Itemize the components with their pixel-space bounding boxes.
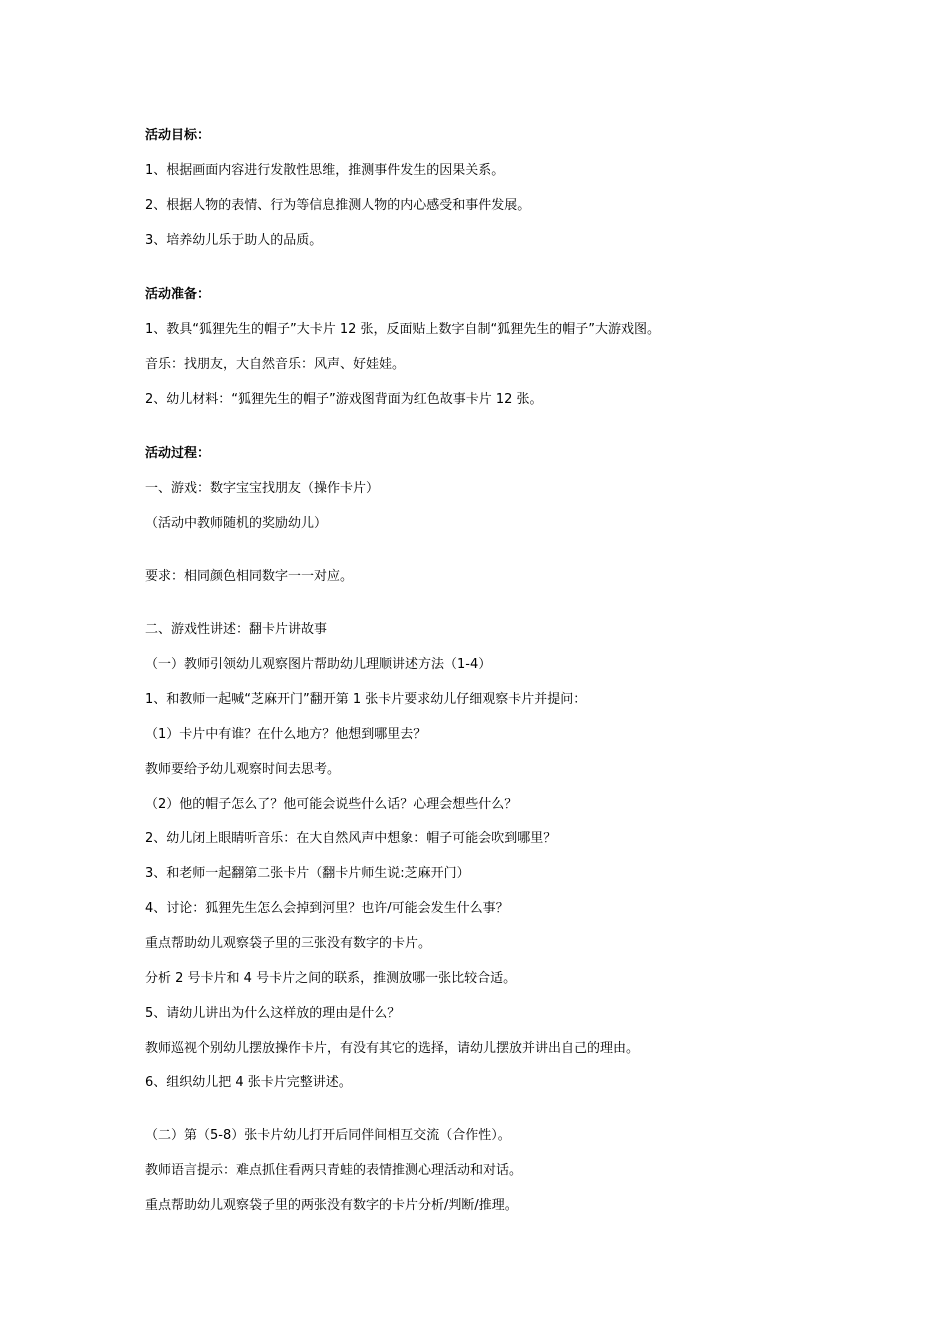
process-step-2: 2、幼儿闭上眼睛听音乐：在大自然风声中想象：帽子可能会吹到哪里？ [145,831,557,846]
goal-item-2: 2、根据人物的表情、行为等信息推测人物的内心感受和事件发展。 [145,198,531,213]
process-requirement: 要求：相同颜色相同数字一一对应。 [145,569,354,584]
section-heading-preparation: 活动准备： [145,287,211,302]
preparation-item-2: 2、幼儿材料：“狐狸先生的帽子”游戏图背面为红色故事卡片 12 张。 [145,392,543,407]
process-part-2: 二、游戏性讲述：翻卡片讲故事 [145,622,328,637]
section-heading-process: 活动过程： [145,446,211,461]
preparation-music: 音乐：找朋友，大自然音乐：风声、好娃娃。 [145,357,406,372]
process-step-6: 6、组织幼儿把 4 张卡片完整讲述。 [145,1075,352,1090]
process-step-5: 5、请幼儿讲出为什么这样放的理由是什么？ [145,1006,401,1021]
goal-item-3: 3、培养幼儿乐于助人的品质。 [145,233,323,248]
section-heading-goals: 活动目标： [145,128,211,143]
preparation-item-1: 1、教具“狐狸先生的帽子”大卡片 12 张，反面贴上数字自制“狐狸先生的帽子”大游戏图。 [145,322,661,337]
process-focus-1: 重点帮助幼儿观察袋子里的三张没有数字的卡片。 [145,936,432,951]
process-note: （活动中教师随机的奖励幼儿） [145,516,328,531]
process-subsection-1: （一）教师引领幼儿观察图片帮助幼儿理顺讲述方法（1-4） [145,657,492,672]
process-teacher-note-1: 教师要给予幼儿观察时间去思考。 [145,762,341,777]
process-teacher-note-2: 教师巡视个别幼儿摆放操作卡片，有没有其它的选择，请幼儿摆放并讲出自己的理由。 [145,1041,640,1056]
process-focus-2: 重点帮助幼儿观察袋子里的两张没有数字的卡片分析/判断/推理。 [145,1198,518,1213]
process-language-hint: 教师语言提示：难点抓住看两只青蛙的表情推测心理活动和对话。 [145,1163,523,1178]
process-question-2: （2）他的帽子怎么了？他可能会说些什么话？心理会想些什么？ [145,797,518,812]
process-analysis: 分析 2 号卡片和 4 号卡片之间的联系，推测放哪一张比较合适。 [145,971,517,986]
process-step-1: 1、和教师一起喊“芝麻开门”翻开第 1 张卡片要求幼儿仔细观察卡片并提问： [145,692,587,707]
process-step-3: 3、和老师一起翻第二张卡片（翻卡片师生说:芝麻开门） [145,866,470,881]
process-step-4: 4、讨论：狐狸先生怎么会掉到河里？也许/可能会发生什么事？ [145,901,509,916]
goal-item-1: 1、根据画面内容进行发散性思维，推测事件发生的因果关系。 [145,163,505,178]
process-question-1: （1）卡片中有谁？在什么地方？他想到哪里去？ [145,727,427,742]
process-subsection-2: （二）第（5-8）张卡片幼儿打开后同伴间相互交流（合作性）。 [145,1128,511,1143]
process-part-1: 一、游戏：数字宝宝找朋友（操作卡片） [145,481,380,496]
